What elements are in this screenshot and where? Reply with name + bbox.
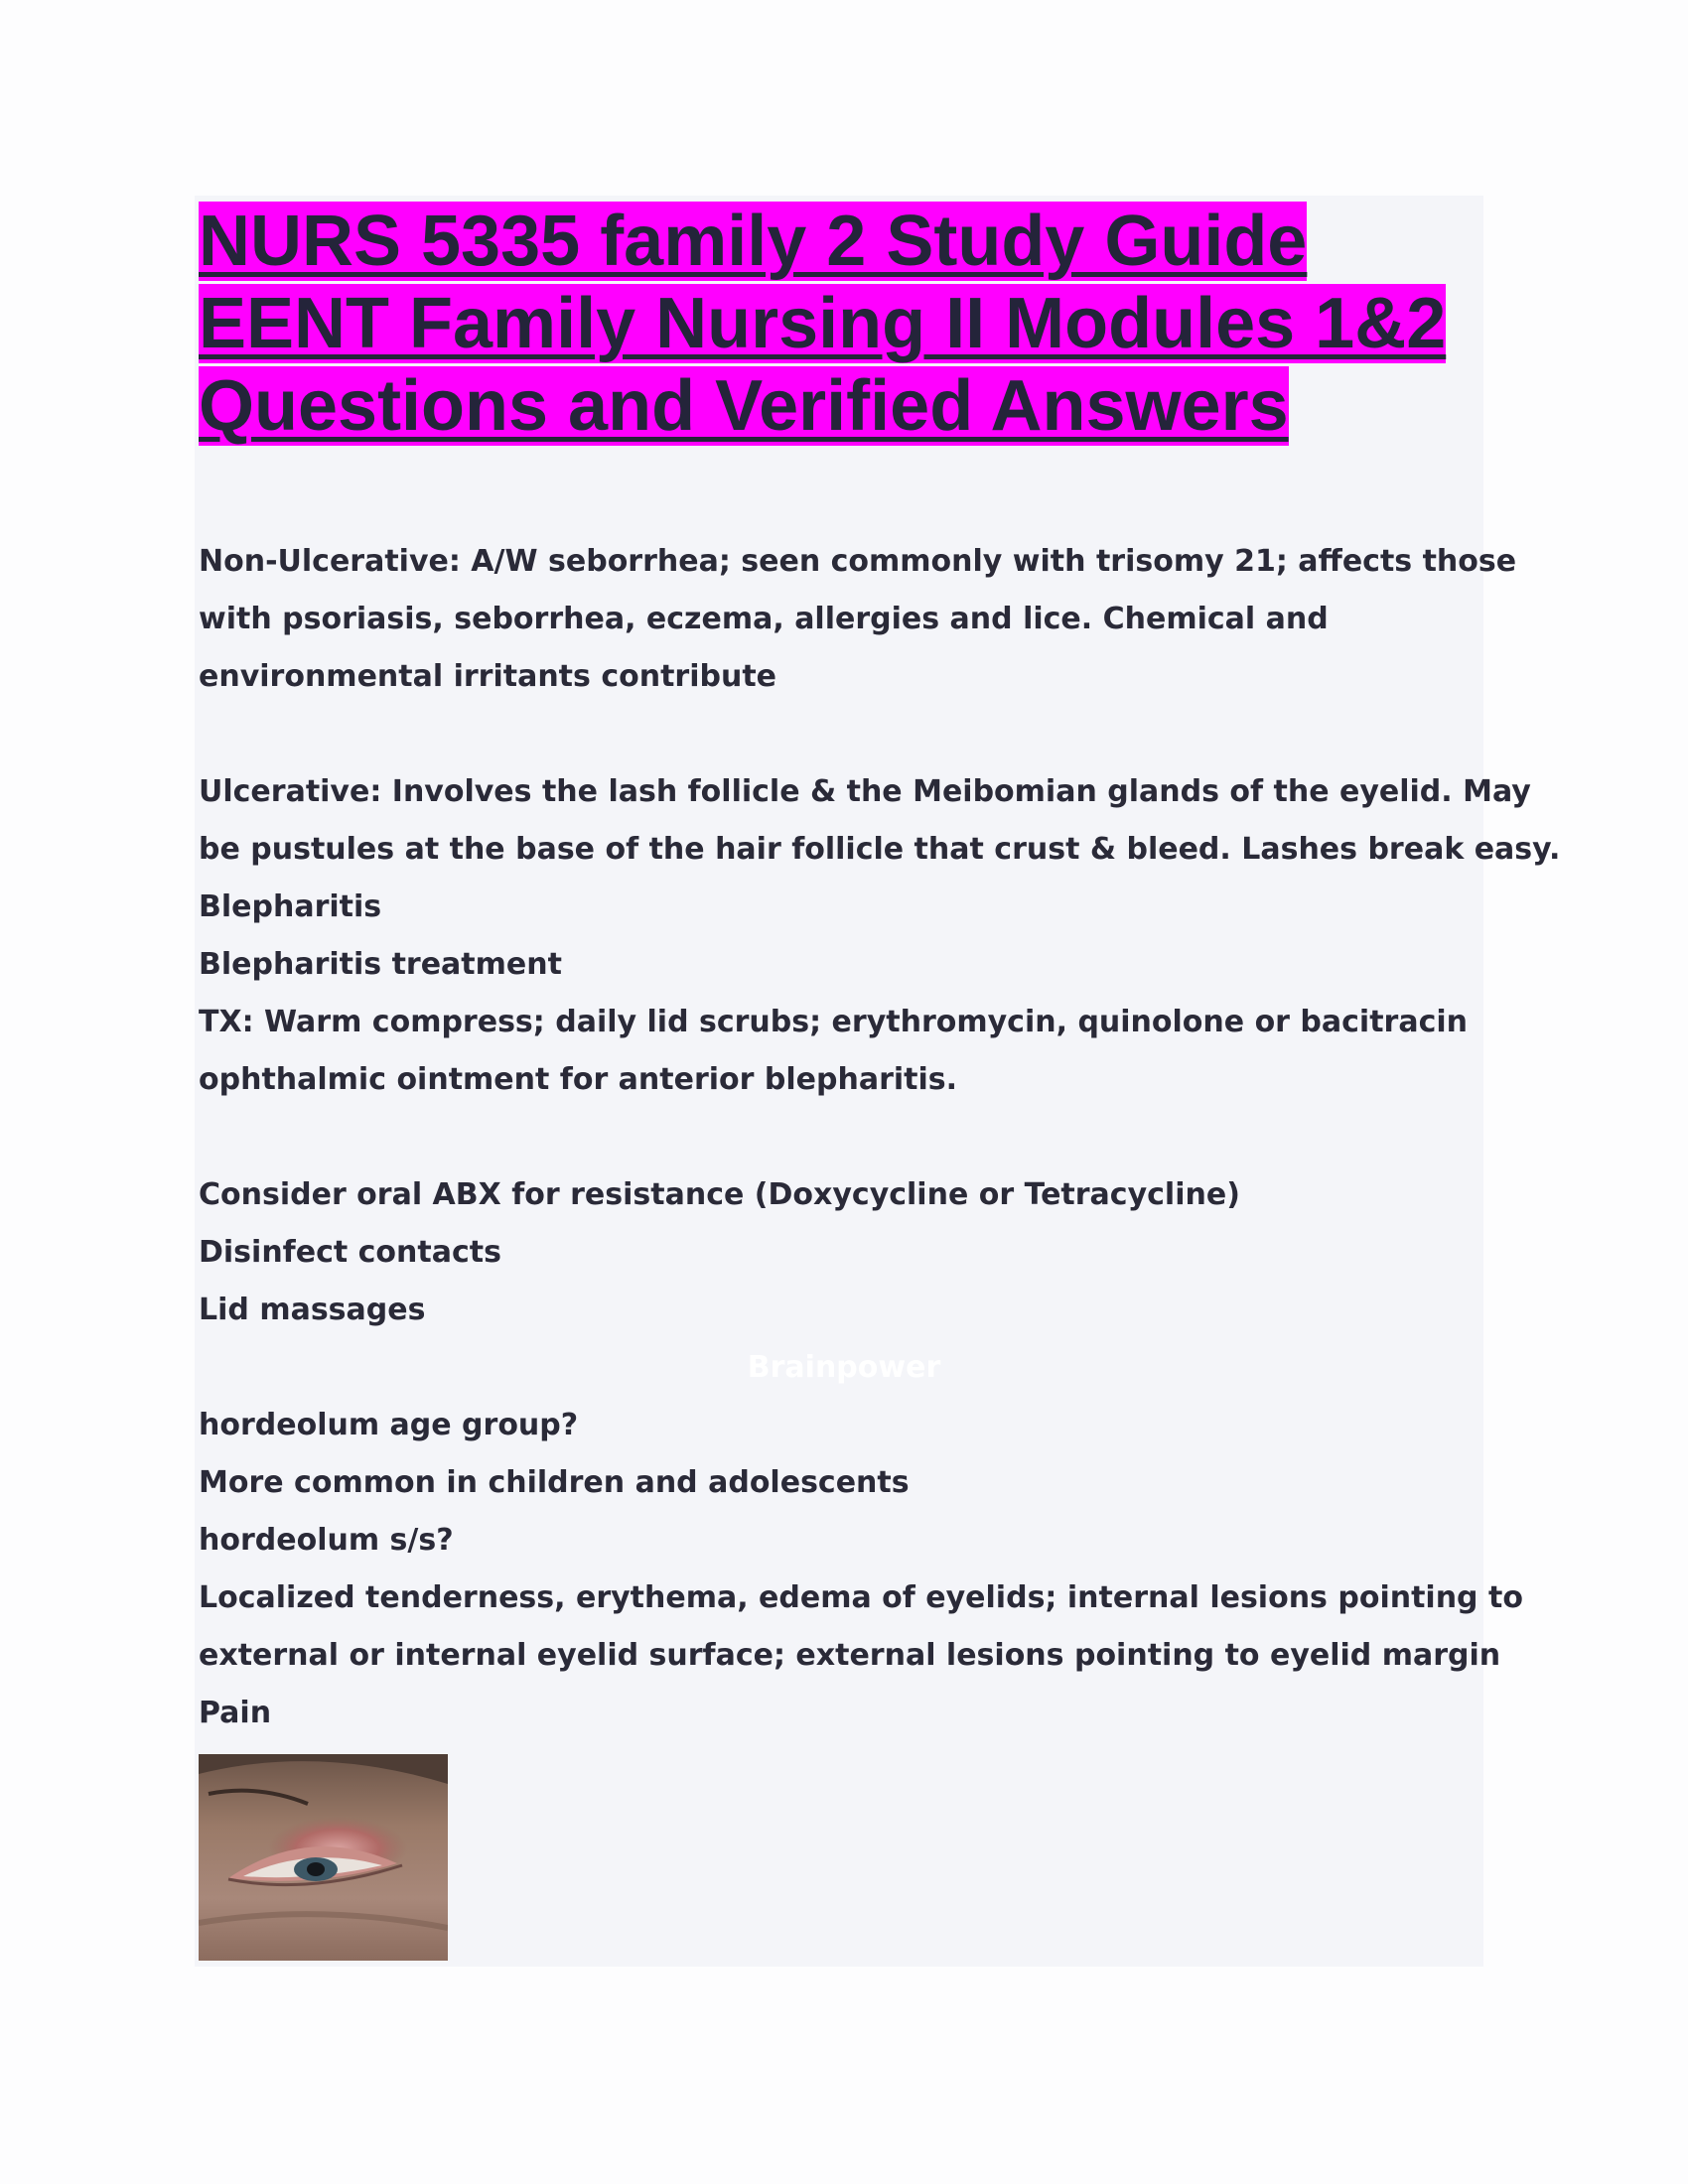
blepharitis-term: Blepharitis — [199, 889, 382, 924]
title-line-3: Questions and Verified Answers — [199, 366, 1289, 446]
treatment-disinfect: Disinfect contacts — [199, 1235, 501, 1270]
hordeolum-age-answer: More common in children and adolescents — [199, 1465, 910, 1500]
title-line-1: NURS 5335 family 2 Study Guide — [199, 202, 1308, 281]
hordeolum-ss-answer-1: Localized tenderness, erythema, edema of eyelids; internal lesions pointing to — [199, 1580, 1523, 1615]
treatment-line-2: ophthalmic ointment for anterior blepharitis. — [199, 1062, 958, 1097]
non-ulcerative-line-2: with psoriasis, seborrhea, eczema, allergies and lice. Chemical and — [199, 602, 1329, 636]
spacer — [199, 706, 1489, 763]
document-title — [199, 201, 1479, 448]
non-ulcerative-line-1: Non-Ulcerative: A/W seborrhea; seen commonly with trisomy 21; affects those — [199, 544, 1517, 579]
hordeolum-eye-photo — [199, 1754, 448, 1961]
treatment-line-1: TX: Warm compress; daily lid scrubs; erythromycin, quinolone or bacitracin — [199, 1005, 1469, 1039]
treatment-lid-massage: Lid massages — [199, 1293, 426, 1327]
spacer — [199, 1109, 1489, 1166]
hordeolum-ss-question: hordeolum s/s? — [199, 1523, 454, 1558]
brainpower-watermark: Brainpower — [747, 1350, 941, 1385]
ulcerative-line-1: Ulcerative: Involves the lash follicle & the Meibomian glands of the eyelid. May — [199, 774, 1531, 809]
hordeolum-age-question: hordeolum age group? — [199, 1408, 579, 1442]
blepharitis-treatment-question: Blepharitis treatment — [199, 947, 562, 982]
ulcerative-line-2: be pustules at the base of the hair follicle that crust & bleed. Lashes break easy. — [199, 832, 1561, 867]
eye-photo-illustration — [199, 1754, 448, 1961]
treatment-oral-abx: Consider oral ABX for resistance (Doxycycline or Tetracycline) — [199, 1177, 1240, 1212]
non-ulcerative-line-3: environmental irritants contribute — [199, 659, 777, 694]
title-line-2: EENT Family Nursing II Modules 1&2 — [199, 284, 1447, 363]
document-body — [199, 533, 1561, 1742]
hordeolum-ss-answer-2: external or internal eyelid surface; external lesions pointing to eyelid margin — [199, 1638, 1501, 1673]
hordeolum-ss-answer-3: Pain — [199, 1696, 272, 1730]
